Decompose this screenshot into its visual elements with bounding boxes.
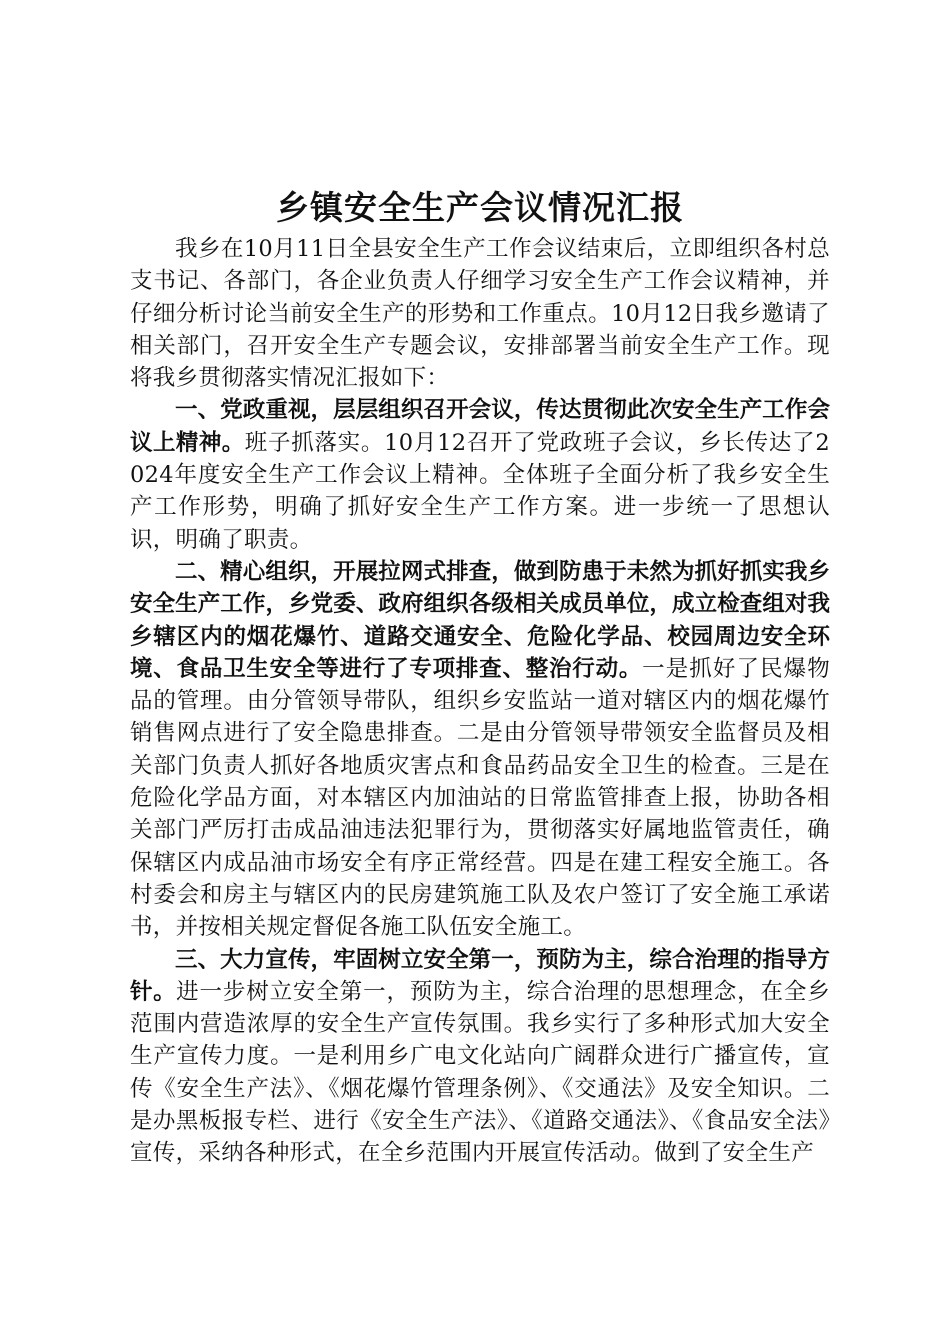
paragraph-body: 我乡在10月11日全县安全生产工作会议结束后，立即组织各村总支书记、各部门，各企业负责人仔细学习安全生产工作会议精神，并仔细分析讨论当前安全生产的形势和工作重点。10月12日我乡邀请了相关部门，召开安全生产专题会议，安排部署当前安全生产工作。现将我乡贯彻落实情况汇报如下： xyxy=(130,236,830,392)
section-heading: 三、大力宣传，牢固树立安全第一，预防为主，综合治理的指导方针。 xyxy=(130,946,830,1005)
paragraph-section-2 xyxy=(130,556,830,944)
paragraph-section-1 xyxy=(130,394,830,555)
paragraph-intro xyxy=(130,233,830,394)
paragraph-body: 进一步树立安全第一，预防为主，综合治理的思想理念，在全乡范围内营造浓厚的安全生产宣传氛围。我乡实行了多种形式加大安全生产宣传力度。一是利用乡广电文化站向广阔群众进行广播宣传，宣传《安全生产法》、《烟花爆竹管理条例》、《交通法》及安全知识。二是办黑板报专栏、进行《安全生产法》、《道路交通法》、《食品安全法》宣传，采纳各种形式，在全乡范围内开展宣传活动。做到了安全生产 xyxy=(130,978,830,1167)
paragraph-body: 一是抓好了民爆物品的管理。由分管领导带队，组织乡安监站一道对辖区内的烟花爆竹销售网点进行了安全隐患排查。二是由分管领导带领安全监督员及相关部门负责人抓好各地质灾害点和食品药品安全卫生的检查。三是在危险化学品方面，对本辖区内加油站的日常监管排查上报，协助各相关部门严厉打击成品油违法犯罪行为，贯彻落实好属地监管责任，确保辖区内成品油市场安全有序正常经营。四是在建工程安全施工。各村委会和房主与辖区内的民房建筑施工队及农户签订了安全施工承诺书，并按相关规定督促各施工队伍安全施工。 xyxy=(130,655,830,941)
section-heading: 二、精心组织，开展拉网式排查，做到防患于未然为抓好抓实我乡安全生产工作，乡党委、政府组织各级相关成员单位，成立检查组对我乡辖区内的烟花爆竹、道路交通安全、危险化学品、校园周边安全环境、食品卫生安全等进行了专项排查、整治行动。 xyxy=(130,558,830,682)
paragraph-section-3 xyxy=(130,944,830,1170)
document-title: 乡镇安全生产会议情况汇报 xyxy=(276,188,684,227)
paragraph-body: 班子抓落实。10月12召开了党政班子会议，乡长传达了2024年度安全生产工作会议上精神。全体班子全面分析了我乡安全生产工作形势，明确了抓好安全生产工作方案。进一步统一了思想认识，明确了职责。 xyxy=(130,429,830,553)
document-page xyxy=(130,185,830,1170)
section-heading: 一、党政重视，层层组织召开会议，传达贯彻此次安全生产工作会议上精神。 xyxy=(130,397,830,456)
